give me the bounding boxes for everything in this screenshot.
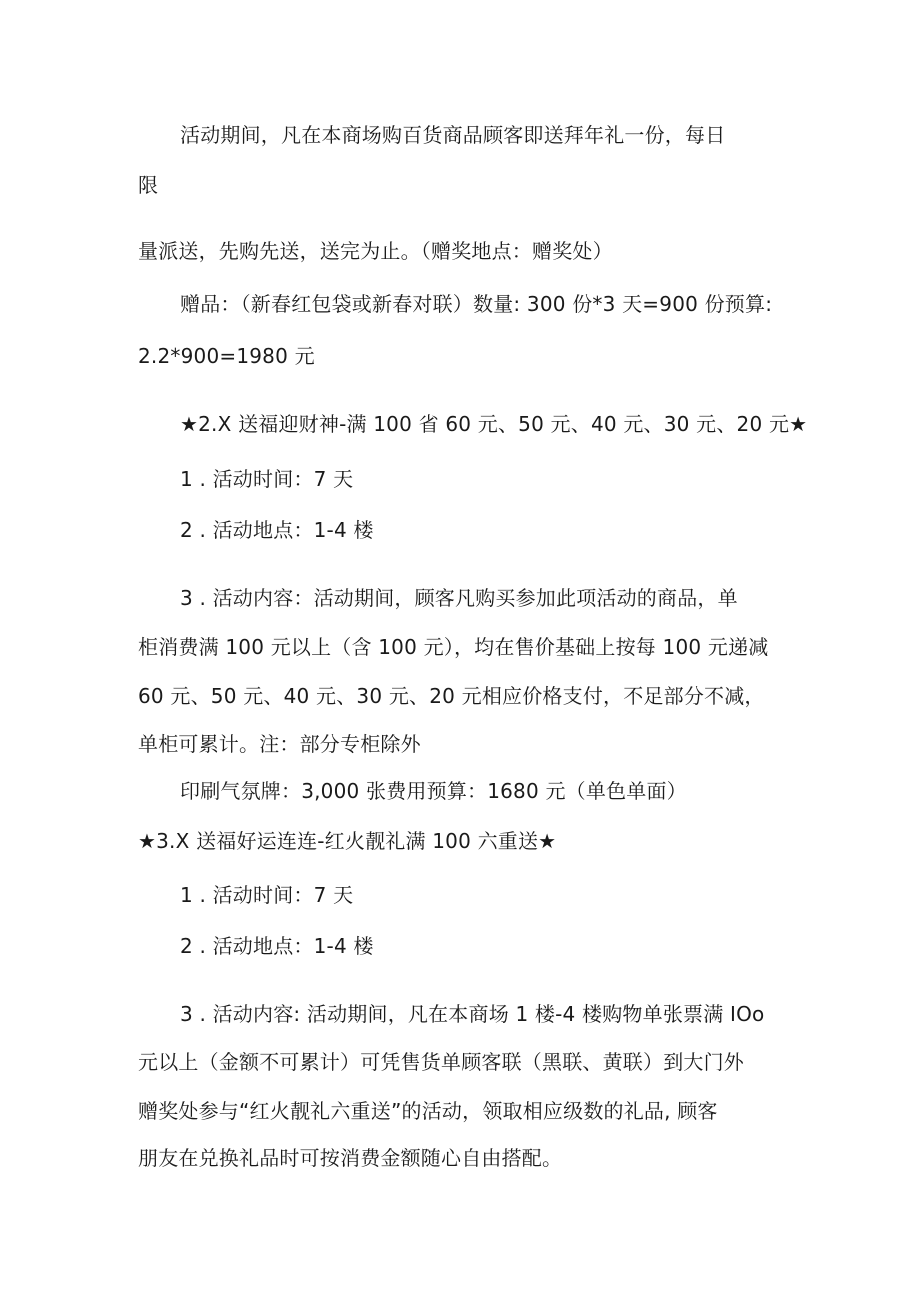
list-item: 2 . 活动地点：1-4 楼 <box>180 934 374 958</box>
list-item: 3 . 活动内容：活动期间，顾客凡购买参加此项活动的商品，单 <box>180 586 738 610</box>
list-item: 3 . 活动内容: 活动期间，凡在本商场 1 楼-4 楼购物单张票满 IOo <box>180 1002 765 1026</box>
paragraph-line: 柜消费满 100 元以上（含 100 元），均在售价基础上按每 100 元递减 <box>138 635 769 659</box>
paragraph-line: 朋友在兑换礼品时可按消费金额随心自由搭配。 <box>138 1146 563 1170</box>
section-heading: ★3.X 送福好运连连-红火靓礼满 100 六重送★ <box>138 829 557 853</box>
paragraph-line: 限 <box>138 173 159 197</box>
list-item: 1 . 活动时间：7 天 <box>180 883 354 907</box>
paragraph-line: 赠品：（新春红包袋或新春对联）数量: 300 份*3 天=900 份预算: <box>180 292 773 316</box>
paragraph-line: 单柜可累计。注：部分专柜除外 <box>138 732 421 756</box>
section-heading: ★2.X 送福迎财神-满 100 省 60 元、50 元、40 元、30 元、20 元★ <box>180 412 808 436</box>
paragraph-line: 60 元、50 元、40 元、30 元、20 元相应价格支付，不足部分不减， <box>138 684 765 708</box>
list-item: 2 . 活动地点：1-4 楼 <box>180 518 374 542</box>
paragraph-line: 赠奖处参与“红火靓礼六重送”的活动，领取相应级数的礼品, 顾客 <box>138 1099 718 1123</box>
paragraph-line: 2.2*900=1980 元 <box>138 344 315 368</box>
paragraph-line: 量派送，先购先送，送完为止。（赠奖地点：赠奖处） <box>138 239 613 263</box>
paragraph-line: 活动期间，凡在本商场购百货商品顾客即送拜年礼一份，每日 <box>180 123 726 147</box>
paragraph-line: 元以上（金额不可累计）可凭售货单顾客联（黑联、黄联）到大门外 <box>138 1050 744 1074</box>
paragraph-line: 印刷气氛牌：3,000 张费用预算：1680 元（单色单面） <box>180 779 687 803</box>
list-item: 1 . 活动时间：7 天 <box>180 467 354 491</box>
